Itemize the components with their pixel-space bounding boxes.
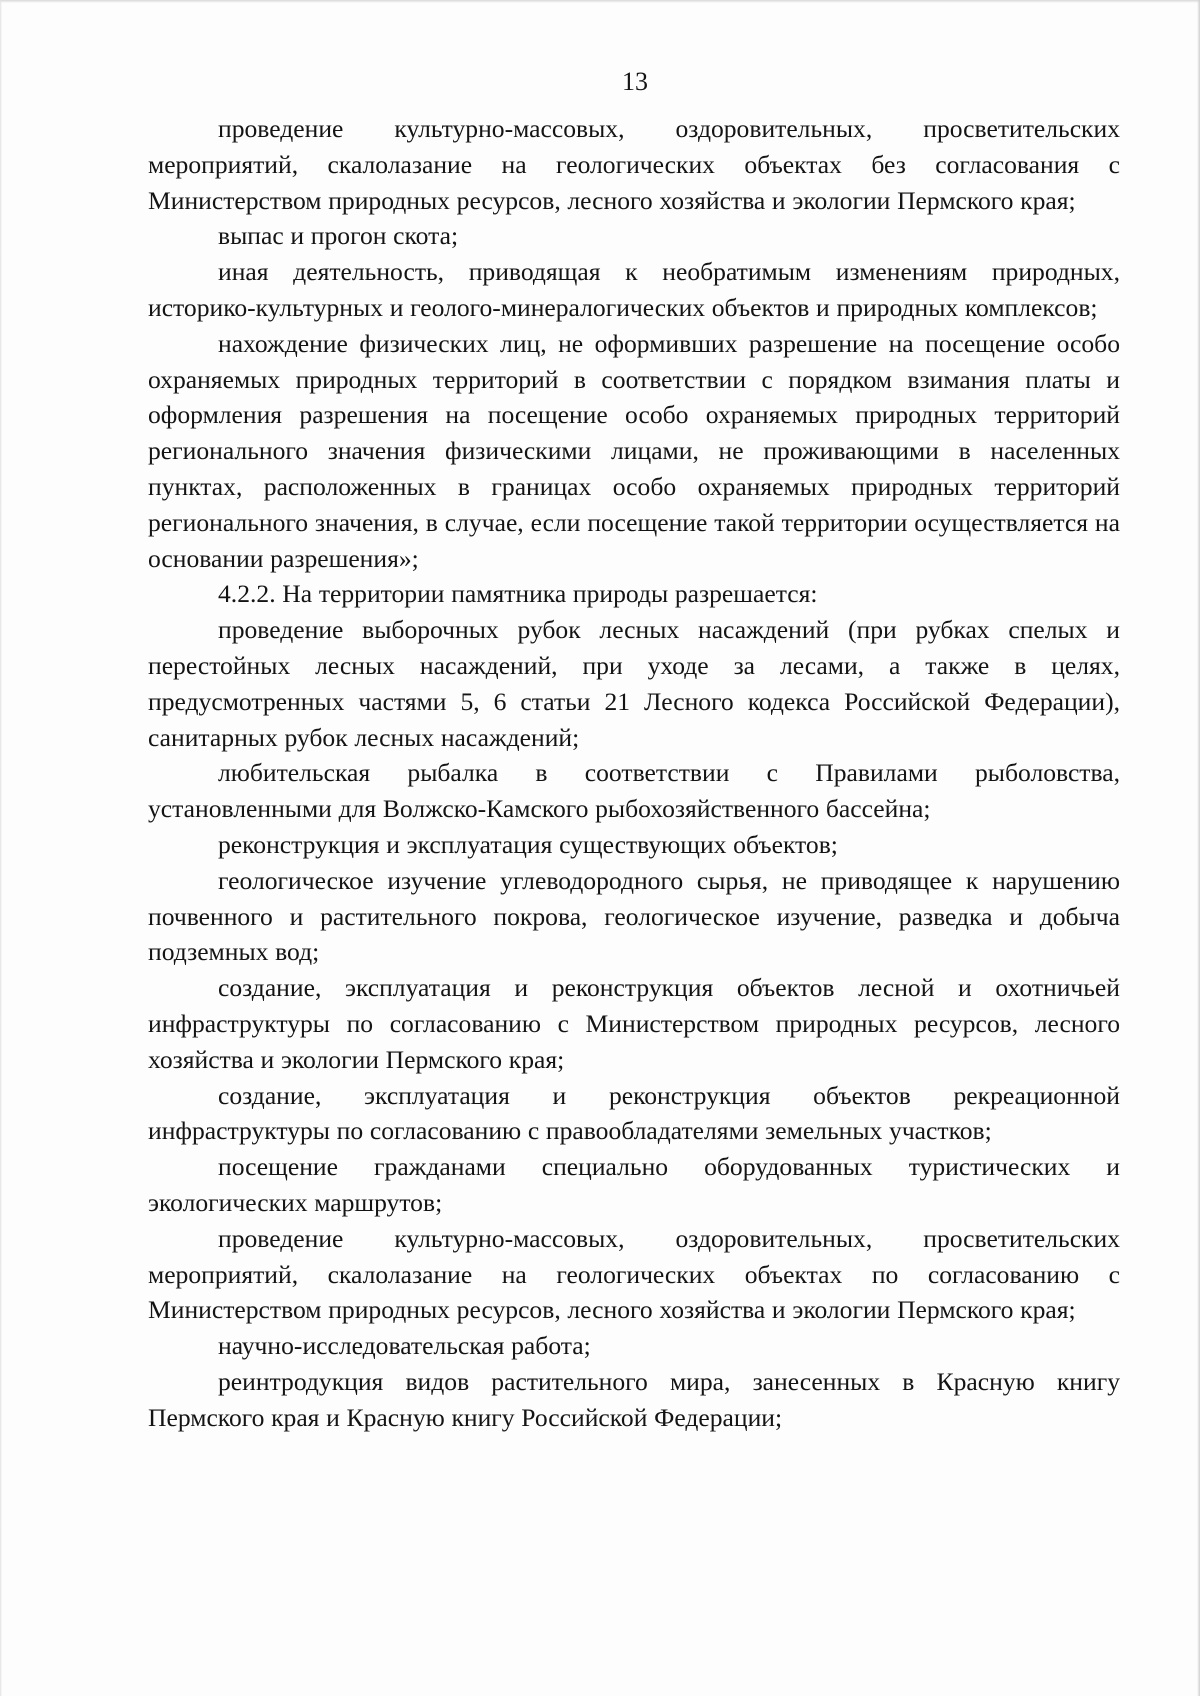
- section-heading: 4.2.2. На территории памятника природы разрешается:: [218, 579, 818, 609]
- scan-edge: [0, 0, 2, 1696]
- paragraph: нахождение физических лиц, не оформивших разрешение на посещение особо охраняемых природных территорий в соответствии с порядком взимания платы и оформления разрешения на посещение особо охраняемых природных территорий регионального значения физическими лицами, не проживающими в населенных пунктах, расположенных в границах особо охраняемых природных территорий регионального значения, в случае, если посещение такой территории осуществляется на основании разрешения»;: [148, 328, 1120, 573]
- paragraph: выпас и прогон скота;: [218, 221, 459, 251]
- paragraph: научно-исследовательская работа;: [218, 1331, 591, 1361]
- paragraph: проведение культурно-массовых, оздоровительных, просветительских мероприятий, скалолазание на геологических объектах без согласования с Министерством природных ресурсов, лесного хозяйства и экологии Пермского края;: [148, 114, 1120, 215]
- paragraph: реинтродукция видов растительного мира, занесенных в Красную книгу Пермского края и Красную книгу Российской Федерации;: [148, 1366, 1120, 1432]
- paragraph: иная деятельность, приводящая к необратимым изменениям природных, историко-культурных и геолого-минералогических объектов и природных комплексов;: [148, 257, 1120, 322]
- paragraph: проведение выборочных рубок лесных насаждений (при рубках спелых и перестойных лесных насаждений, при уходе за лесами, а также в целях, предусмотренных частями 5, 6 статьи 21 Лесного кодекса Российской Федерации), санитарных рубок лесных насаждений;: [148, 615, 1120, 752]
- page-number: 13: [622, 67, 648, 96]
- document-body: [148, 111, 1120, 1435]
- paragraph: реконструкция и эксплуатация существующих объектов;: [218, 829, 838, 859]
- paragraph: создание, эксплуатация и реконструкция объектов рекреационной инфраструктуры по согласованию с правообладателями земельных участков;: [148, 1080, 1120, 1146]
- scan-edge: [0, 0, 1200, 3]
- paragraph: посещение гражданами специально оборудованных туристических и экологических маршрутов;: [148, 1152, 1120, 1217]
- paragraph: геологическое изучение углеводородного сырья, не приводящее к нарушению почвенного и растительного покрова, геологическое изучение, разведка и добыча подземных вод;: [148, 865, 1120, 967]
- paragraph: любительская рыбалка в соответствии с Правилами рыболовства, установленными для Волжско-Камского рыбохозяйственного бассейна;: [148, 758, 1120, 824]
- paragraph: проведение культурно-массовых, оздоровительных, просветительских мероприятий, скалолазание на геологических объектах по согласованию с Министерством природных ресурсов, лесного хозяйства и экологии Пермского края;: [148, 1223, 1120, 1325]
- paragraph: создание, эксплуатация и реконструкция объектов лесной и охотничьей инфраструктуры по согласованию с Министерством природных ресурсов, лесного хозяйства и экологии Пермского края;: [148, 973, 1120, 1074]
